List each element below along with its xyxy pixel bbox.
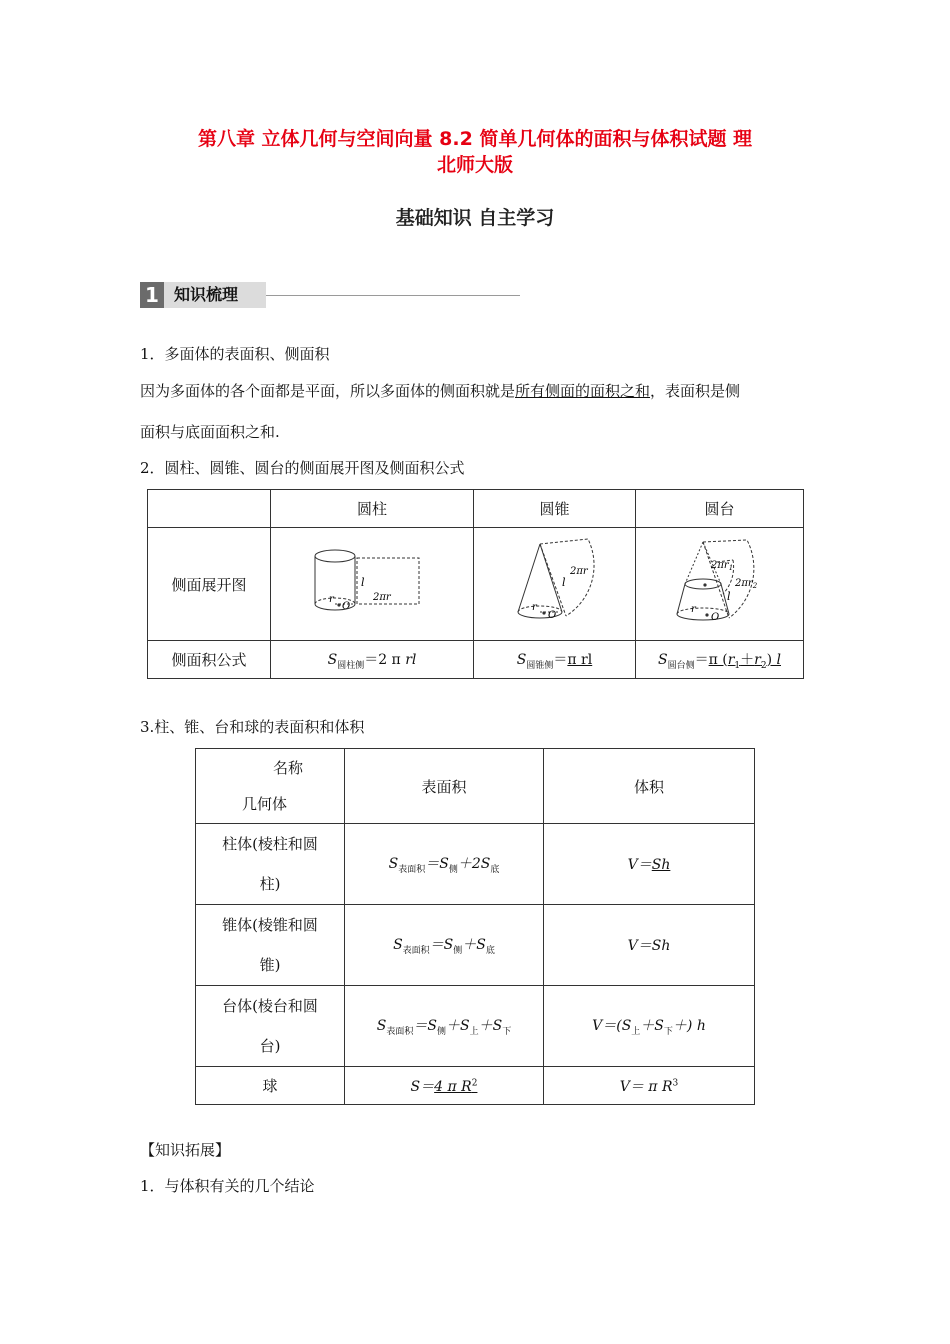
cyl-eq: ＝2 π	[364, 651, 406, 668]
prism-v: V＝	[627, 857, 652, 873]
frustum-sub2: 2	[752, 582, 757, 590]
cone-formula	[474, 641, 636, 679]
frustum-2pir1-text: 2πr	[710, 560, 729, 571]
frustum-l-label: l	[726, 590, 731, 603]
sphere-sa-a: S＝	[410, 1078, 435, 1095]
frustum-name-b: 台)	[259, 1037, 281, 1055]
prism-v-answer: Sh	[651, 857, 671, 873]
prism-sa-s1: 侧	[448, 864, 458, 875]
cone-net-diagram	[474, 528, 636, 641]
frustum-ans-b: )	[766, 651, 777, 668]
frustum-2pir2-text: 2πr	[734, 578, 753, 589]
pyramid-sa-eq: ＝S	[429, 937, 454, 954]
cyl-o-label: O	[342, 601, 351, 612]
section-number: 1	[140, 282, 164, 308]
ext-heading: 【知识拓展】	[140, 1141, 231, 1159]
prism-area-formula	[345, 824, 544, 905]
frustum-sub1: 1	[728, 564, 733, 572]
cone-o-label: O	[547, 610, 556, 621]
frustum-eq: ＝	[694, 651, 709, 668]
frustum-net-diagram	[636, 528, 804, 641]
cyl-s: S	[327, 651, 338, 668]
fr-sa-plus2: ＋S	[478, 1018, 503, 1035]
frustum-ans-a: π (	[708, 651, 728, 668]
pyramid-area-formula	[345, 905, 544, 986]
sphere-volume-formula	[544, 1067, 755, 1105]
prism-sa: S	[388, 856, 399, 873]
pyramid-sa-s2: 底	[485, 945, 495, 956]
t1-header-frustum: 圆台	[636, 490, 804, 528]
pyramid-v: V＝Sh	[627, 938, 671, 954]
frustum-plus: ＋	[740, 651, 755, 668]
sphere-sa-exp: 2	[471, 1077, 478, 1088]
frustum-r-label: r	[690, 604, 696, 615]
frustum-volume-formula	[544, 986, 755, 1067]
fr-v-s1: 上	[631, 1026, 641, 1037]
p1-text-a: 因为多面体的各个面都是平面，所以多面体的侧面积就是	[140, 382, 516, 400]
t1-row1-label: 侧面展开图	[148, 528, 271, 641]
prism-volume-formula	[544, 824, 755, 905]
t2-corner-top: 名称	[272, 759, 303, 777]
cyl-2pir-label: 2πr	[373, 592, 391, 603]
frustum-o-label: O	[710, 612, 719, 623]
pyramid-volume-formula	[544, 905, 755, 986]
pyramid-sa-plus: ＋S	[462, 937, 486, 954]
t1-corner	[148, 490, 271, 528]
fr-sa-sub: 表面积	[386, 1026, 414, 1037]
cone-eq: ＝	[553, 651, 568, 668]
t2-row-sphere-name: 球	[196, 1067, 345, 1105]
cyl-var: rl	[405, 651, 417, 668]
p1-text	[140, 380, 740, 401]
sphere-v-exp: 3	[672, 1077, 679, 1088]
section-label: 知识梳理	[164, 282, 266, 308]
prism-sa-sub: 表面积	[398, 864, 426, 875]
frustum-s1: 1	[734, 660, 741, 671]
frustum-formula	[636, 641, 804, 679]
p2-heading: 2．圆柱、圆锥、圆台的侧面展开图及侧面积公式	[140, 459, 465, 477]
fr-v: V＝(S	[592, 1018, 632, 1035]
section-divider	[266, 295, 520, 296]
t2-row-prism-name	[196, 824, 345, 905]
cyl-r-label: r	[329, 594, 334, 605]
sphere-v-a: V＝ π R	[619, 1078, 673, 1095]
cone-sub: 圆锥侧	[526, 660, 554, 671]
doc-title-line2: 北师大版	[436, 154, 513, 176]
frustum-2pir1-label	[710, 560, 733, 572]
frustum-s2: 2	[760, 660, 767, 671]
fr-sa-s3: 下	[502, 1026, 512, 1037]
t2-header-volume: 体积	[544, 749, 755, 824]
fr-sa-eq: ＝S	[413, 1018, 437, 1035]
prism-sa-eq: ＝S	[425, 856, 449, 873]
section-subtitle: 基础知识 自主学习	[395, 207, 555, 229]
sphere-sa-answer	[434, 1079, 477, 1095]
frustum-2pir2-label	[734, 578, 758, 590]
p1-text-cont: 面积与底面面积之和.	[140, 423, 280, 441]
cyl-l-label: l	[361, 576, 365, 589]
t2-row-pyramid-name	[196, 905, 345, 986]
sphere-area-formula	[345, 1067, 544, 1105]
cylinder-net-diagram	[271, 528, 474, 641]
frustum-name-a: 台体(棱台和圆	[222, 997, 318, 1015]
t2-corner	[196, 749, 345, 824]
cylinder-formula	[271, 641, 474, 679]
frustum-s: S	[657, 651, 668, 668]
lateral-area-table	[147, 489, 804, 679]
cone-answer: π rl	[567, 651, 593, 668]
p1-heading: 1．多面体的表面积、侧面积	[140, 345, 330, 363]
fr-sa-s2: 上	[469, 1026, 479, 1037]
frustum-l: l	[776, 651, 781, 668]
p1-answer: 所有侧面的面积之和	[515, 382, 651, 400]
fr-v-s2: 下	[663, 1026, 673, 1037]
t2-header-area: 表面积	[345, 749, 544, 824]
prism-name-a: 柱体(棱柱和圆	[222, 835, 318, 853]
prism-sa-plus: ＋2S	[457, 856, 491, 873]
pyramid-name-a: 锥体(棱锥和圆	[222, 916, 318, 934]
pyramid-sa: S	[393, 937, 403, 954]
doc-title-line1: 第八章 立体几何与空间向量 8.2 简单几何体的面积与体积试题 理	[197, 128, 753, 150]
ext-p1: 1．与体积有关的几个结论	[140, 1177, 315, 1195]
t2-corner-bottom: 几何体	[242, 795, 288, 813]
pyramid-sa-sub: 表面积	[402, 945, 430, 956]
cone-2pir-label: 2πr	[569, 566, 588, 577]
frustum-r2: r	[754, 651, 761, 668]
fr-v-plus: ＋S	[640, 1018, 664, 1035]
fr-v-end: ＋) h	[672, 1018, 706, 1035]
p1-text-b: ，表面积是侧	[650, 382, 741, 400]
cone-r-label: r	[531, 602, 537, 613]
fr-sa-s1: 侧	[436, 1026, 446, 1037]
frustum-area-formula	[345, 986, 544, 1067]
prism-name-b: 柱)	[259, 875, 281, 893]
t1-header-cylinder: 圆柱	[271, 490, 474, 528]
frustum-answer	[708, 651, 781, 671]
frustum-r1: r	[727, 651, 735, 668]
p3-heading: 3.柱、锥、台和球的表面积和体积	[140, 718, 365, 736]
t1-row2-label: 侧面积公式	[148, 641, 271, 679]
cyl-sub: 圆柱侧	[337, 660, 365, 671]
prism-sa-s2: 底	[490, 864, 500, 875]
pyramid-sa-s1: 侧	[453, 945, 463, 956]
sphere-sa-ans: 4 π R	[434, 1078, 472, 1095]
fr-sa: S	[376, 1018, 387, 1035]
fr-sa-plus: ＋S	[446, 1018, 470, 1035]
surface-volume-table	[195, 748, 755, 1105]
frustum-sub: 圆台侧	[667, 660, 695, 671]
t2-row-frustum-name	[196, 986, 345, 1067]
cone-l-label: l	[561, 576, 566, 589]
t1-header-cone: 圆锥	[474, 490, 636, 528]
pyramid-name-b: 锥)	[259, 956, 281, 974]
cone-s: S	[516, 651, 527, 668]
